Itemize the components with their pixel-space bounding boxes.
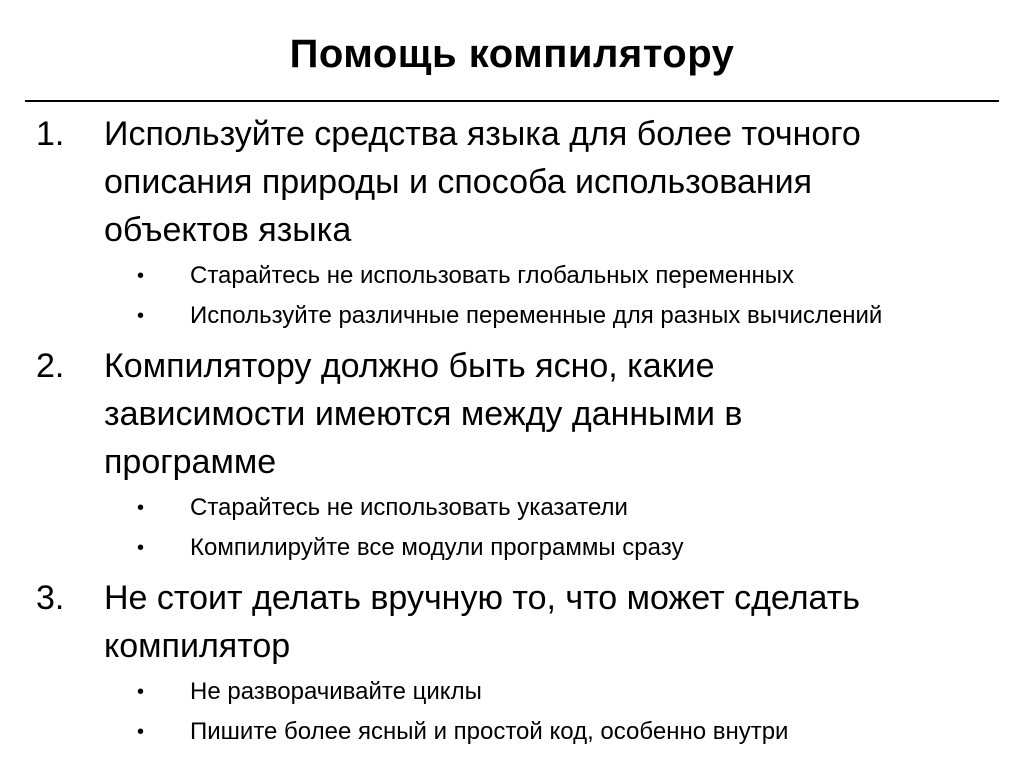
bullet-icon: • (137, 305, 145, 327)
numbered-point-1 (0, 110, 1024, 332)
bullet-icon: • (137, 537, 145, 559)
bullet-icon: • (137, 721, 145, 743)
bullet-icon: • (137, 265, 145, 287)
sub-item (0, 532, 910, 564)
sub-item-text: Не разворачивайте циклы (190, 678, 482, 705)
sub-list (0, 676, 1024, 748)
sub-item-text: Старайтесь не использовать указатели (190, 494, 628, 521)
bullet-icon: • (137, 681, 145, 703)
point-text: Компилятору должно быть ясно, какие зависимости имеются между данными в программе (104, 347, 743, 481)
numbered-point-3 (0, 574, 1024, 748)
sub-item-text: Пишите более ясный и простой код, особенно внутри (190, 718, 789, 745)
sub-item (0, 300, 910, 332)
point-number: 3. (36, 579, 65, 617)
slide-content (0, 110, 1024, 758)
sub-item-text: Старайтесь не использовать глобальных переменных (190, 262, 795, 289)
sub-item-text: Используйте различные переменные для разных вычислений (190, 302, 883, 329)
sub-list (0, 260, 1024, 332)
sub-list (0, 492, 1024, 564)
sub-item (0, 260, 910, 292)
sub-item (0, 492, 910, 524)
point-number: 2. (36, 347, 65, 385)
slide-title: Помощь компилятору (289, 32, 735, 76)
bullet-icon: • (137, 497, 145, 519)
point-text: Используйте средства языка для более точного описания природы и способа использования объектов языка (104, 115, 861, 249)
point-text: Не стоит делать вручную то, что может сделать компилятор (104, 579, 861, 665)
numbered-point-2 (0, 342, 1024, 564)
title-divider (25, 100, 999, 102)
sub-item-text: Компилируйте все модули программы сразу (190, 534, 684, 561)
sub-item (0, 676, 910, 708)
point-number: 1. (36, 115, 65, 153)
sub-item (0, 716, 910, 748)
